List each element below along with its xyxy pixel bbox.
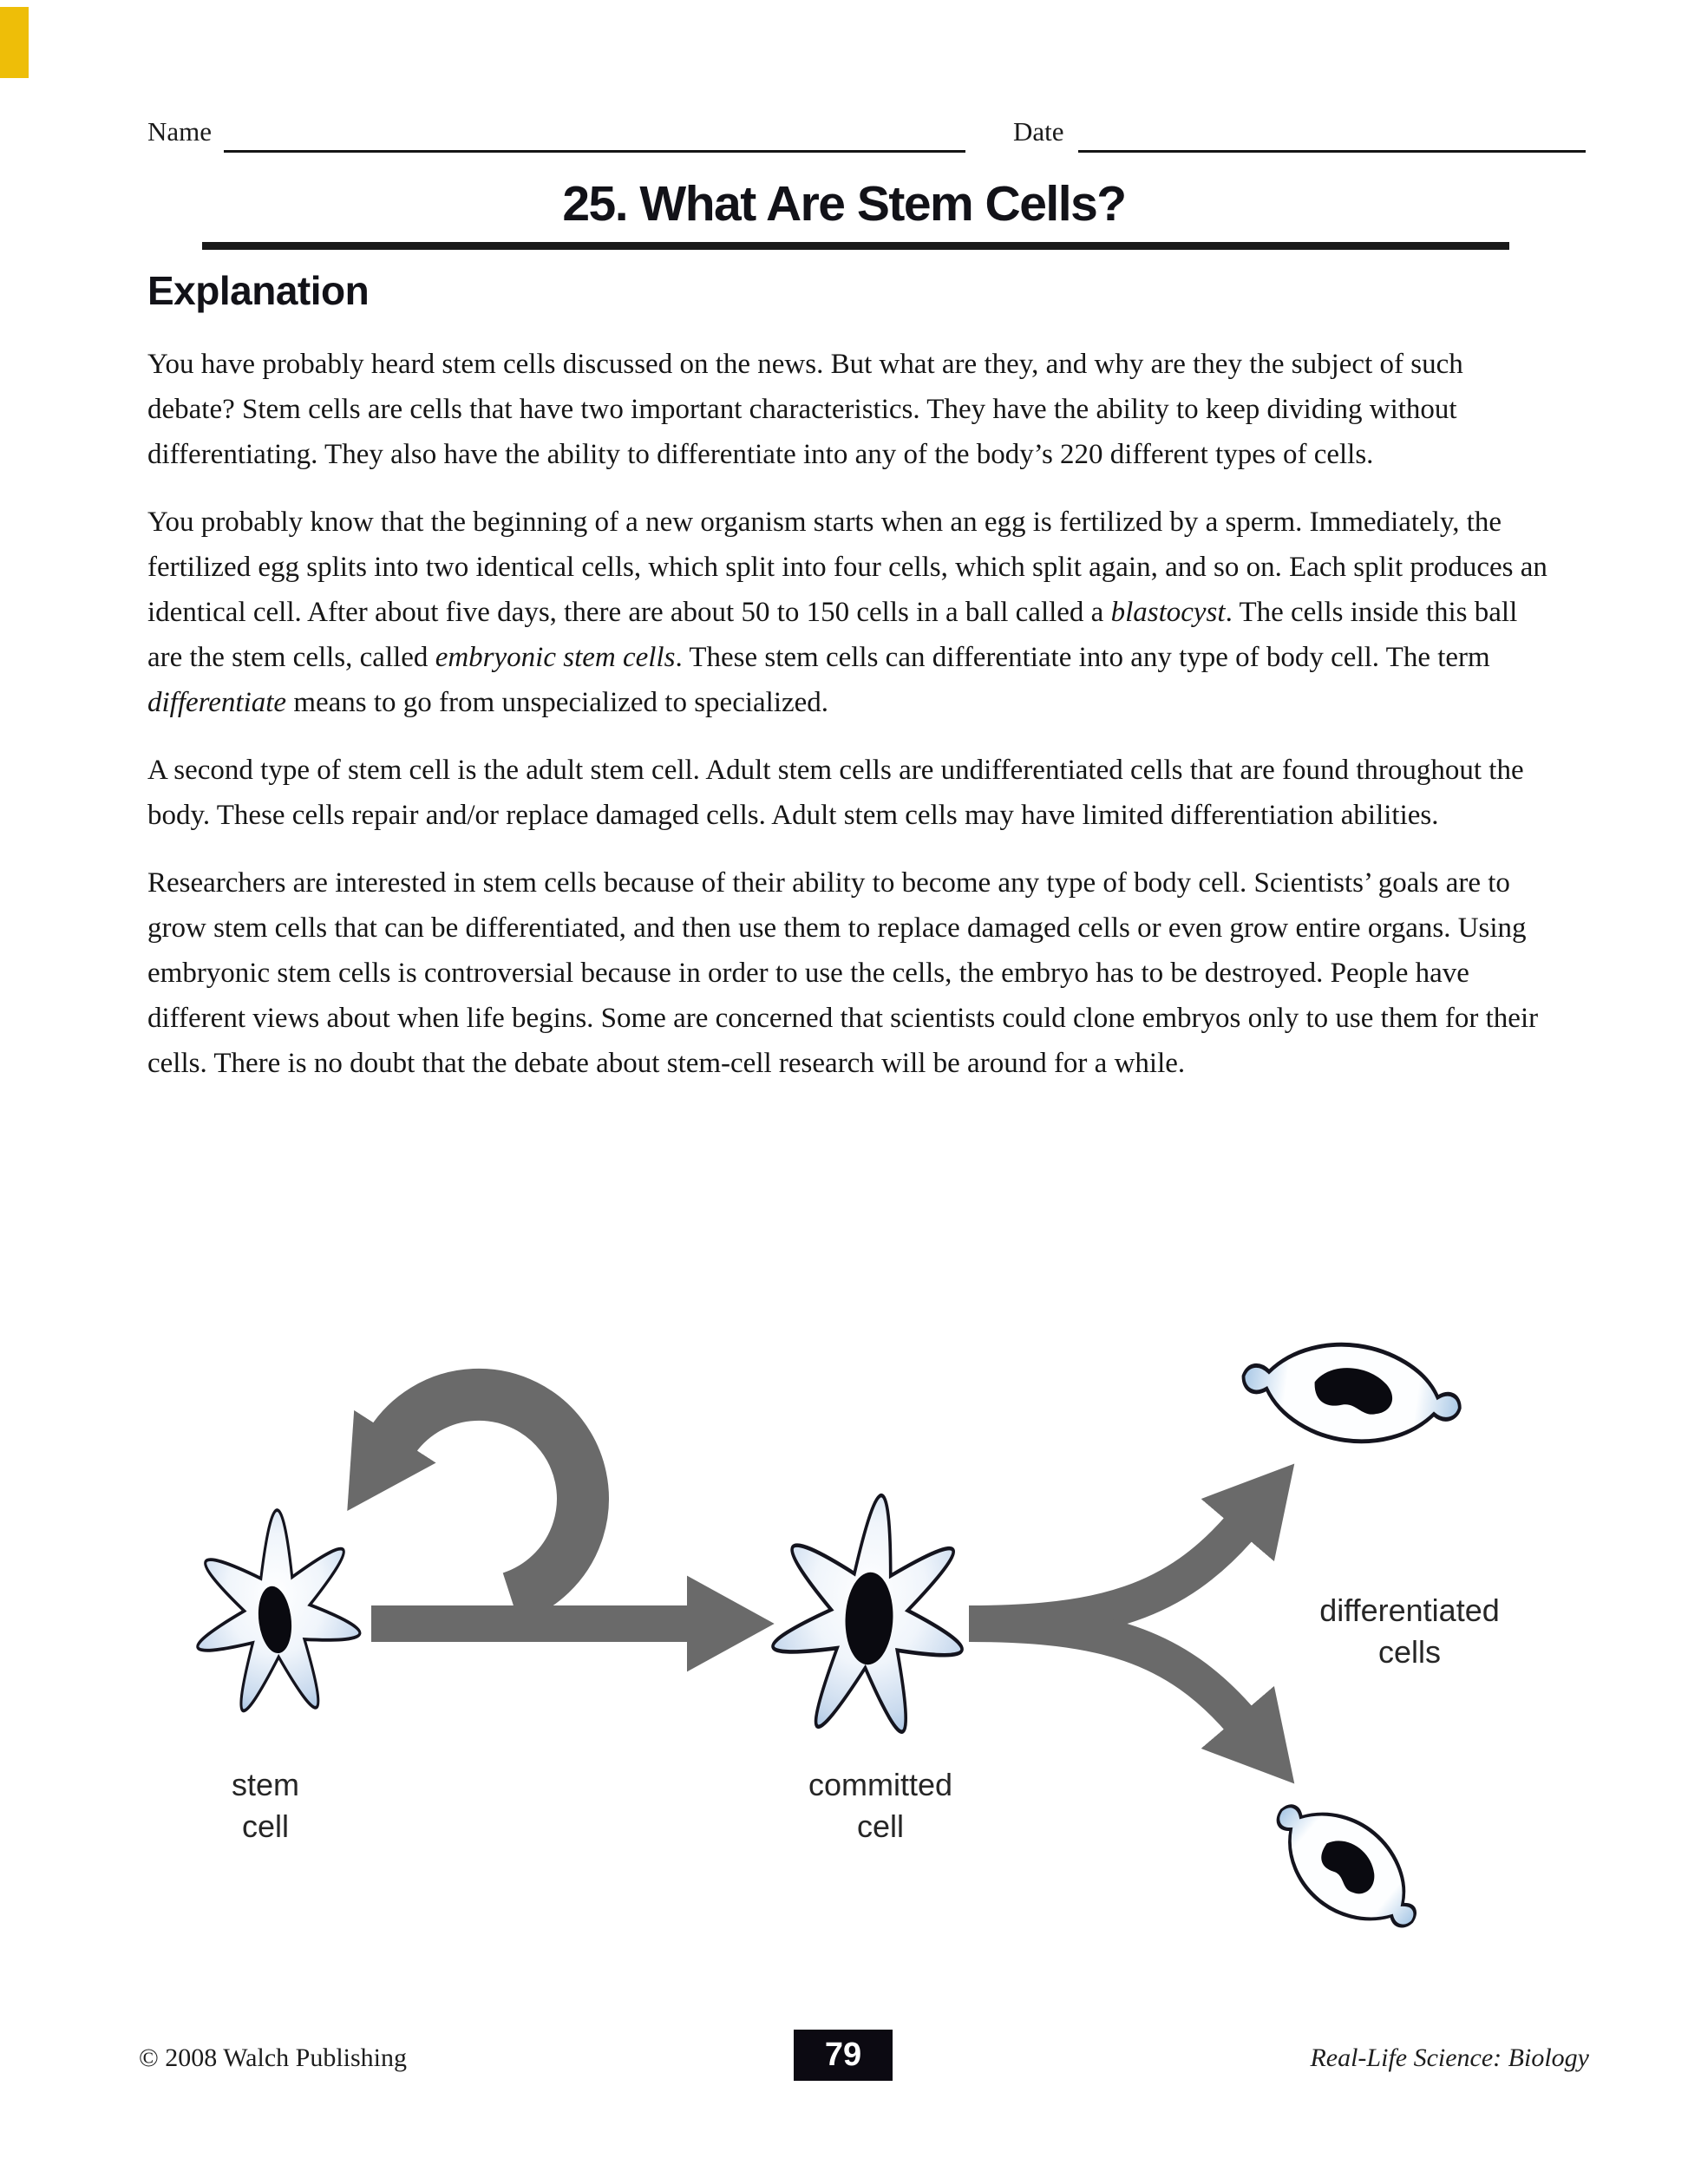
page-number: 79 [824, 2037, 862, 2073]
self-renewal-loop-arrow-icon [391, 1395, 583, 1598]
page-number-box [794, 2030, 893, 2081]
paragraph-1: You have probably heard stem cells discussed on the news. But what are they, and why are they the subject of such debate? Stem cells are cells that have two important characteristics. They have the ability to keep dividing without differentiating. They also have the ability to differentiate into any of the body’s 220 different types of cells. [147, 349, 1463, 470]
date-blank-line [1078, 150, 1586, 153]
stem-cell-label: stem cell [231, 1767, 299, 1844]
paragraph-3: A second type of stem cell is the adult stem cell. Adult stem cells are undifferentiated cells that are found throughout the body. These cells repair and/or replace damaged cells. Adult stem cells may have limited differentiation abilities. [147, 755, 1524, 831]
committed-cell-label: committed cell [808, 1767, 953, 1844]
page-corner-tab [0, 7, 29, 78]
title-rule [202, 242, 1509, 250]
section-heading: Explanation [147, 268, 370, 313]
term-embryonic-stem-cells: embryonic stem cells [435, 642, 676, 673]
paragraph-4: Researchers are interested in stem cells because of their ability to become any type of body cell. Scientists’ goals are to grow stem cells that can be differentiated, and then use them to replace damaged cells or even grow entire organs. Using embryonic stem cells is controversial because in order to use the cells, the embryo has to be destroyed. People have different views about when life begins. Some are concerned that scientists could clone embryos only to use them for their cells. There is no doubt that the debate about stem-cell research will be around for a while. [147, 867, 1539, 1079]
differentiated-cell-upper-illustration [1237, 1331, 1467, 1455]
committed-to-lower-differentiated-arrow-icon [969, 1624, 1242, 1723]
name-blank-line [224, 150, 965, 153]
explanation-text [147, 342, 1554, 1108]
differentiated-cells-label: differentiated cells [1319, 1592, 1500, 1670]
term-blastocyst: blastocyst [1110, 597, 1226, 628]
name-label: Name [147, 116, 213, 147]
stem-cell-illustration [198, 1510, 360, 1710]
paragraph-2: You probably know that the beginning of a new organism starts when an egg is fertilized by a sperm. Immediately, the fertilized egg splits into two identical cells, which split into four cells, which split again, and so on. Each split produces an identical cell. After about five days, there are about 50 to 150 cells in a ball called a blastocyst. The cells inside this ball are the stem cells, called embryonic stem cells. These stem cells can differentiate into any type of body cell. The term differentiate means to go from unspecialized to specialized. [147, 507, 1547, 718]
committed-cell-illustration [765, 1486, 978, 1741]
differentiated-cell-lower-illustration [1253, 1778, 1440, 1955]
footer-book-title: Real-Life Science: Biology [1310, 2043, 1589, 2072]
term-differentiate: differentiate [147, 687, 287, 718]
date-label: Date [1013, 116, 1064, 147]
footer-copyright: © 2008 Walch Publishing [139, 2043, 407, 2072]
page-title: 25. What Are Stem Cells? [562, 176, 1126, 232]
